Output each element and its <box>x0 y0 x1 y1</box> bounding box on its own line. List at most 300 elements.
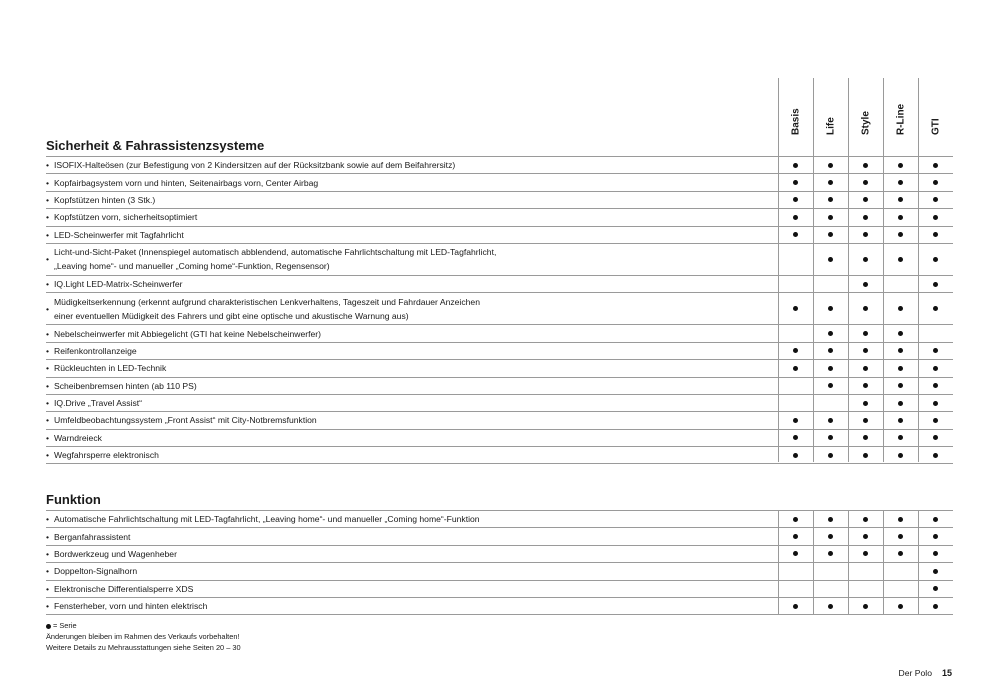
bullet-marker: • <box>46 514 50 525</box>
standard-dot-icon <box>933 534 938 539</box>
bullet-marker: • <box>46 450 50 461</box>
bullet-marker: • <box>46 212 50 223</box>
standard-dot-icon <box>793 197 798 202</box>
bullet-marker: • <box>46 531 50 542</box>
standard-dot-icon <box>828 180 833 185</box>
standard-dot-icon <box>863 282 868 287</box>
column-header-gti <box>918 78 953 150</box>
cell-style <box>848 293 883 324</box>
standard-dot-icon <box>863 331 868 336</box>
feature-label <box>46 395 766 411</box>
standard-dot-icon <box>933 418 938 423</box>
standard-dot-icon <box>898 534 903 539</box>
feature-text: Licht-und-Sicht-Paket (Innenspiegel automatisch abblendend, automatische Fahrlichtschaltung mit LED-Tagfahrlicht, „Leaving home“- und manueller „Coming home“-Funktion, Regensensor) <box>54 247 497 272</box>
column-header-label: Basis <box>790 108 801 135</box>
cell-style <box>848 157 883 173</box>
standard-dot-icon <box>793 232 798 237</box>
bullet-marker: • <box>46 583 50 594</box>
cell-basis <box>778 293 813 324</box>
standard-dot-icon <box>863 453 868 458</box>
cell-r-line <box>883 581 918 597</box>
feature-label <box>46 192 766 208</box>
standard-dot-icon <box>898 401 903 406</box>
cell-style <box>848 412 883 428</box>
table-row <box>46 209 953 226</box>
cell-life <box>813 174 848 190</box>
feature-text: Müdigkeitserkennung (erkennt aufgrund charakteristischen Lenkverhaltens, Tageszeit und Fahrdauer Anzeichen einer eventuellen Müdigkeit des Fahrers und gibt eine optische und akustische Warnung aus) <box>54 296 480 321</box>
bullet-marker: • <box>46 279 50 290</box>
cell-r-line <box>883 276 918 292</box>
standard-dot-icon <box>863 215 868 220</box>
standard-dot-icon <box>933 401 938 406</box>
feature-text: Kopfairbagsystem vorn und hinten, Seitenairbags vorn, Center Airbag <box>54 177 319 188</box>
column-header-life <box>813 78 848 150</box>
cell-life <box>813 227 848 243</box>
bullet-marker: • <box>46 432 50 443</box>
feature-text: Nebelscheinwerfer mit Abbiegelicht (GTI hat keine Nebelscheinwerfer) <box>54 328 322 339</box>
cell-gti <box>918 293 953 324</box>
cell-life <box>813 343 848 359</box>
cell-basis <box>778 227 813 243</box>
table-row <box>46 227 953 244</box>
standard-dot-icon <box>898 232 903 237</box>
bullet-marker: • <box>46 415 50 426</box>
bullet-marker: • <box>46 398 50 409</box>
standard-dot-icon <box>828 551 833 556</box>
standard-dot-icon <box>898 604 903 609</box>
legend-line <box>46 620 241 631</box>
cell-r-line <box>883 447 918 463</box>
cell-basis <box>778 174 813 190</box>
table-row <box>46 378 953 395</box>
cell-r-line <box>883 227 918 243</box>
standard-dot-icon <box>863 180 868 185</box>
cell-style <box>848 360 883 376</box>
section-title-safety: Sicherheit & Fahrassistenzsysteme <box>46 138 265 153</box>
feature-text: Doppelton-Signalhorn <box>54 566 138 577</box>
standard-dot-icon <box>828 435 833 440</box>
standard-dot-icon <box>898 215 903 220</box>
function-table <box>46 511 953 615</box>
standard-dot-icon <box>863 163 868 168</box>
cell-life <box>813 293 848 324</box>
cell-gti <box>918 528 953 544</box>
cell-life <box>813 412 848 428</box>
standard-dot-icon <box>933 586 938 591</box>
standard-dot-icon <box>898 348 903 353</box>
feature-label <box>46 227 766 243</box>
table-row <box>46 546 953 563</box>
cell-r-line <box>883 511 918 527</box>
standard-dot-icon <box>933 453 938 458</box>
cell-style <box>848 209 883 225</box>
standard-dot-icon <box>828 418 833 423</box>
feature-label <box>46 546 766 562</box>
bullet-marker: • <box>46 303 50 314</box>
cell-life <box>813 325 848 341</box>
standard-dot-icon <box>898 331 903 336</box>
standard-dot-icon <box>863 534 868 539</box>
cell-gti <box>918 157 953 173</box>
standard-dot-icon <box>793 453 798 458</box>
standard-dot-icon <box>793 215 798 220</box>
cell-basis <box>778 430 813 446</box>
cell-style <box>848 447 883 463</box>
cell-r-line <box>883 598 918 614</box>
table-row <box>46 528 953 545</box>
cell-life <box>813 563 848 579</box>
bullet-marker: • <box>46 345 50 356</box>
standard-dot-icon <box>898 551 903 556</box>
column-header-label: GTI <box>930 118 941 135</box>
column-header-style <box>848 78 883 150</box>
standard-dot-icon <box>793 180 798 185</box>
standard-dot-icon <box>898 418 903 423</box>
standard-dot-icon <box>793 348 798 353</box>
feature-text: Reifenkontrollanzeige <box>54 345 137 356</box>
standard-dot-icon <box>793 306 798 311</box>
standard-dot-icon <box>933 257 938 262</box>
cell-r-line <box>883 395 918 411</box>
cell-life <box>813 395 848 411</box>
cell-gti <box>918 174 953 190</box>
cell-basis <box>778 546 813 562</box>
standard-dot-icon <box>863 517 868 522</box>
standard-dot-icon <box>793 435 798 440</box>
cell-r-line <box>883 528 918 544</box>
standard-dot-icon <box>863 197 868 202</box>
bullet-marker: • <box>46 548 50 559</box>
cell-life <box>813 546 848 562</box>
cell-r-line <box>883 192 918 208</box>
cell-r-line <box>883 378 918 394</box>
feature-text: LED-Scheinwerfer mit Tagfahrlicht <box>54 229 184 240</box>
cell-gti <box>918 192 953 208</box>
feature-text: Wegfahrsperre elektronisch <box>54 450 159 461</box>
standard-dot-icon <box>898 163 903 168</box>
feature-text: Warndreieck <box>54 432 102 443</box>
standard-dot-icon <box>933 348 938 353</box>
cell-style <box>848 528 883 544</box>
feature-text: Kopfstützen vorn, sicherheitsoptimiert <box>54 212 198 223</box>
standard-dot-icon <box>898 453 903 458</box>
cell-r-line <box>883 174 918 190</box>
cell-gti <box>918 227 953 243</box>
cell-basis <box>778 360 813 376</box>
standard-dot-icon <box>828 348 833 353</box>
cell-gti <box>918 546 953 562</box>
page-number: 15 <box>941 668 952 678</box>
bullet-dot-icon <box>46 624 51 629</box>
standard-dot-icon <box>828 517 833 522</box>
standard-dot-icon <box>828 163 833 168</box>
standard-dot-icon <box>898 197 903 202</box>
table-row <box>46 244 953 276</box>
standard-dot-icon <box>898 180 903 185</box>
cell-gti <box>918 447 953 463</box>
feature-text: Bordwerkzeug und Wagenheber <box>54 548 177 559</box>
feature-label <box>46 244 766 275</box>
feature-label <box>46 412 766 428</box>
feature-label <box>46 581 766 597</box>
safety-table <box>46 157 953 464</box>
cell-basis <box>778 598 813 614</box>
bullet-marker: • <box>46 566 50 577</box>
standard-dot-icon <box>828 534 833 539</box>
cell-life <box>813 244 848 275</box>
cell-life <box>813 447 848 463</box>
standard-dot-icon <box>933 569 938 574</box>
cell-basis <box>778 325 813 341</box>
cell-basis <box>778 244 813 275</box>
standard-dot-icon <box>898 366 903 371</box>
feature-text: Elektronische Differentialsperre XDS <box>54 583 194 594</box>
cell-r-line <box>883 546 918 562</box>
cell-gti <box>918 511 953 527</box>
table-row <box>46 581 953 598</box>
cell-style <box>848 598 883 614</box>
standard-dot-icon <box>863 551 868 556</box>
cell-r-line <box>883 412 918 428</box>
feature-label <box>46 343 766 359</box>
feature-label <box>46 378 766 394</box>
cell-gti <box>918 395 953 411</box>
standard-dot-icon <box>933 282 938 287</box>
feature-text: IQ.Light LED-Matrix-Scheinwerfer <box>54 279 183 290</box>
feature-label <box>46 276 766 292</box>
cell-gti <box>918 412 953 428</box>
feature-text: Automatische Fahrlichtschaltung mit LED-Tagfahrlicht, „Leaving home“- und manueller „Coming home“-Funktion <box>54 514 480 525</box>
standard-dot-icon <box>793 418 798 423</box>
feature-label <box>46 360 766 376</box>
section-title-function: Funktion <box>46 492 101 507</box>
feature-text: Berganfahrassistent <box>54 531 131 542</box>
cell-basis <box>778 412 813 428</box>
cell-style <box>848 227 883 243</box>
cell-style <box>848 511 883 527</box>
table-row <box>46 325 953 342</box>
cell-gti <box>918 209 953 225</box>
feature-text: Scheibenbremsen hinten (ab 110 PS) <box>54 380 197 391</box>
standard-dot-icon <box>793 551 798 556</box>
standard-dot-icon <box>793 163 798 168</box>
bullet-marker: • <box>46 328 50 339</box>
bullet-marker: • <box>46 229 50 240</box>
standard-dot-icon <box>898 517 903 522</box>
standard-dot-icon <box>793 604 798 609</box>
standard-dot-icon <box>933 163 938 168</box>
cell-basis <box>778 343 813 359</box>
cell-r-line <box>883 244 918 275</box>
cell-gti <box>918 563 953 579</box>
cell-gti <box>918 598 953 614</box>
feature-text: ISOFIX-Halteösen (zur Befestigung von 2 Kindersitzen auf der Rücksitzbank sowie auf dem Beifahrersitz) <box>54 160 456 171</box>
standard-dot-icon <box>933 180 938 185</box>
standard-dot-icon <box>863 383 868 388</box>
standard-dot-icon <box>828 306 833 311</box>
table-row <box>46 430 953 447</box>
feature-text: Kopfstützen hinten (3 Stk.) <box>54 194 156 205</box>
table-row <box>46 395 953 412</box>
cell-style <box>848 276 883 292</box>
cell-r-line <box>883 293 918 324</box>
cell-basis <box>778 511 813 527</box>
standard-dot-icon <box>863 401 868 406</box>
cell-style <box>848 395 883 411</box>
standard-dot-icon <box>828 331 833 336</box>
feature-label <box>46 325 766 341</box>
table-row <box>46 563 953 580</box>
footnote-details: Weitere Details zu Mehrausstattungen siehe Seiten 20 – 30 <box>46 643 241 652</box>
cell-gti <box>918 343 953 359</box>
feature-label <box>46 209 766 225</box>
table-row <box>46 192 953 209</box>
standard-dot-icon <box>933 215 938 220</box>
bullet-marker: • <box>46 380 50 391</box>
cell-basis <box>778 276 813 292</box>
cell-gti <box>918 378 953 394</box>
cell-gti <box>918 430 953 446</box>
feature-text: Fensterheber, vorn und hinten elektrisch <box>54 601 208 612</box>
standard-dot-icon <box>793 534 798 539</box>
cell-life <box>813 360 848 376</box>
standard-dot-icon <box>828 383 833 388</box>
cell-style <box>848 174 883 190</box>
cell-style <box>848 325 883 341</box>
standard-dot-icon <box>863 232 868 237</box>
cell-style <box>848 430 883 446</box>
standard-dot-icon <box>863 604 868 609</box>
standard-dot-icon <box>933 435 938 440</box>
bullet-marker: • <box>46 601 50 612</box>
cell-style <box>848 244 883 275</box>
standard-dot-icon <box>933 197 938 202</box>
feature-label <box>46 598 766 614</box>
table-row <box>46 174 953 191</box>
table-row <box>46 511 953 528</box>
feature-label <box>46 293 766 324</box>
column-header-label: R-Line <box>895 103 906 135</box>
column-header-basis <box>778 78 813 150</box>
feature-label <box>46 430 766 446</box>
cell-life <box>813 157 848 173</box>
cell-basis <box>778 378 813 394</box>
feature-label <box>46 511 766 527</box>
table-row <box>46 360 953 377</box>
cell-style <box>848 192 883 208</box>
standard-dot-icon <box>863 257 868 262</box>
cell-basis <box>778 395 813 411</box>
standard-dot-icon <box>933 366 938 371</box>
standard-dot-icon <box>828 232 833 237</box>
standard-dot-icon <box>828 215 833 220</box>
cell-life <box>813 276 848 292</box>
table-row <box>46 447 953 464</box>
cell-life <box>813 192 848 208</box>
standard-dot-icon <box>828 366 833 371</box>
standard-dot-icon <box>933 604 938 609</box>
standard-dot-icon <box>863 418 868 423</box>
cell-r-line <box>883 325 918 341</box>
table-row <box>46 276 953 293</box>
feature-label <box>46 563 766 579</box>
cell-life <box>813 581 848 597</box>
table-row <box>46 412 953 429</box>
standard-dot-icon <box>898 435 903 440</box>
column-header-label: Life <box>825 117 836 135</box>
table-row <box>46 598 953 615</box>
bullet-marker: • <box>46 194 50 205</box>
cell-r-line <box>883 157 918 173</box>
cell-basis <box>778 447 813 463</box>
cell-gti <box>918 581 953 597</box>
cell-style <box>848 563 883 579</box>
standard-dot-icon <box>933 383 938 388</box>
cell-style <box>848 546 883 562</box>
cell-life <box>813 430 848 446</box>
cell-life <box>813 528 848 544</box>
bullet-marker: • <box>46 254 50 265</box>
cell-style <box>848 343 883 359</box>
cell-life <box>813 511 848 527</box>
bullet-marker: • <box>46 177 50 188</box>
feature-label <box>46 528 766 544</box>
standard-dot-icon <box>793 366 798 371</box>
footnote-disclaimer: Änderungen bleiben im Rahmen des Verkaufs vorbehalten! <box>46 632 240 641</box>
cell-basis <box>778 157 813 173</box>
standard-dot-icon <box>863 435 868 440</box>
cell-basis <box>778 209 813 225</box>
standard-dot-icon <box>933 551 938 556</box>
standard-dot-icon <box>933 306 938 311</box>
cell-life <box>813 378 848 394</box>
table-row <box>46 293 953 325</box>
column-header-label: Style <box>860 111 871 135</box>
cell-r-line <box>883 343 918 359</box>
bullet-marker: • <box>46 363 50 374</box>
cell-r-line <box>883 430 918 446</box>
standard-dot-icon <box>828 257 833 262</box>
footer-title: Der Polo <box>898 668 932 678</box>
cell-style <box>848 378 883 394</box>
cell-basis <box>778 528 813 544</box>
cell-life <box>813 209 848 225</box>
cell-basis <box>778 192 813 208</box>
bullet-marker: • <box>46 160 50 171</box>
standard-dot-icon <box>933 232 938 237</box>
standard-dot-icon <box>828 453 833 458</box>
cell-life <box>813 598 848 614</box>
standard-dot-icon <box>793 517 798 522</box>
footnotes <box>46 620 241 653</box>
standard-dot-icon <box>898 383 903 388</box>
cell-r-line <box>883 563 918 579</box>
standard-dot-icon <box>863 306 868 311</box>
standard-dot-icon <box>863 366 868 371</box>
cell-style <box>848 581 883 597</box>
table-row <box>46 157 953 174</box>
cell-basis <box>778 581 813 597</box>
standard-dot-icon <box>863 348 868 353</box>
feature-text: IQ.Drive „Travel Assist“ <box>54 398 143 409</box>
standard-dot-icon <box>828 197 833 202</box>
feature-label <box>46 174 766 190</box>
standard-dot-icon <box>933 517 938 522</box>
feature-text: Rückleuchten in LED-Technik <box>54 363 167 374</box>
standard-dot-icon <box>828 604 833 609</box>
cell-basis <box>778 563 813 579</box>
cell-gti <box>918 276 953 292</box>
